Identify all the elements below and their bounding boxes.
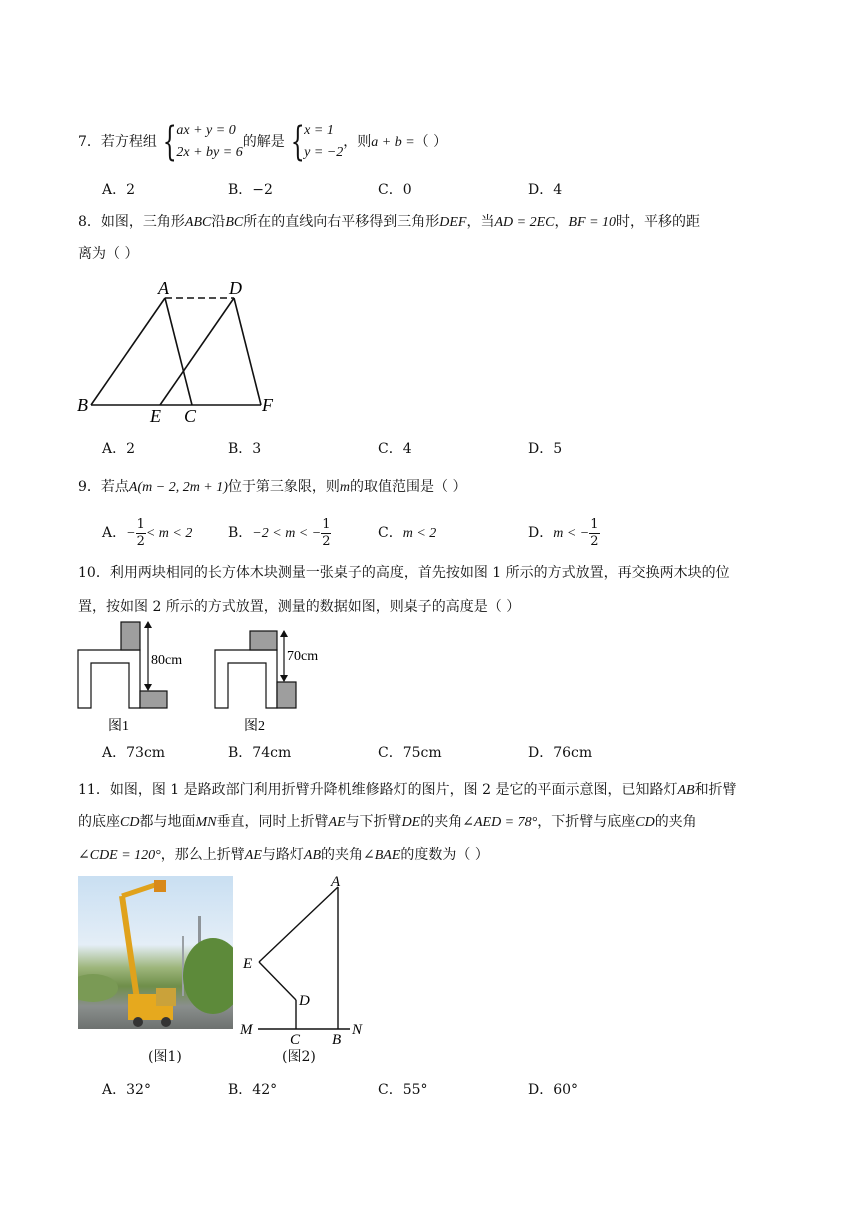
q7-brace-right: { xyxy=(290,119,305,165)
q11-ab: AB xyxy=(303,848,321,863)
option-label: D． xyxy=(528,441,554,457)
q11-ab: AB xyxy=(677,783,695,798)
q8-stem-line1 xyxy=(78,212,700,233)
q8-text: ， xyxy=(554,214,569,230)
q8-option-a[interactable] xyxy=(102,439,135,459)
option-label: D． xyxy=(528,525,554,541)
q8-option-b[interactable] xyxy=(228,439,261,459)
q11-stem-line2 xyxy=(78,812,697,833)
option-text: 42° xyxy=(252,1082,278,1098)
photo-lamp-pole xyxy=(182,936,184,996)
q10-fig1-block-top xyxy=(121,622,140,650)
q10-figure xyxy=(74,618,334,738)
q10-fig1-table xyxy=(78,650,140,708)
q8-label-b: B xyxy=(77,395,88,415)
q11-fig2-caption: (图2) xyxy=(282,1049,316,1065)
q11-ae: AE xyxy=(328,815,346,830)
fraction-denominator: 2 xyxy=(136,533,145,549)
option-text: 2 xyxy=(126,441,136,457)
q11-mn: MN xyxy=(195,815,217,830)
q10-stem-line1 xyxy=(78,563,730,583)
q7-paren: （ ） xyxy=(414,134,448,150)
option-text: 0 xyxy=(402,182,412,198)
photo-upper-arm xyxy=(122,884,158,896)
photo-lower-arm xyxy=(122,896,138,1006)
option-label: D． xyxy=(528,745,554,761)
q9-option-c[interactable] xyxy=(378,515,436,552)
q11-stem-line1 xyxy=(78,780,737,801)
option-label: B． xyxy=(228,182,253,198)
option-label: B． xyxy=(228,1082,253,1098)
q11-segment-ed xyxy=(259,962,296,1000)
q11-figure2 xyxy=(238,872,378,1052)
q8-number: 8． xyxy=(78,214,101,230)
option-text: 5 xyxy=(553,441,563,457)
q11-number: 11． xyxy=(78,782,110,798)
q11-option-c[interactable] xyxy=(378,1080,428,1100)
q11-cd: CD xyxy=(635,815,655,830)
option-text: 32° xyxy=(126,1082,151,1098)
option-label: C． xyxy=(378,441,403,457)
q8-text: 时，平移的距 xyxy=(616,214,701,230)
q8-option-c[interactable] xyxy=(378,439,412,459)
q11-text: 与路灯 xyxy=(261,847,304,863)
q7-suffix: ，则 xyxy=(343,134,372,150)
q11-option-b[interactable] xyxy=(228,1080,277,1100)
option-label: A． xyxy=(102,1082,127,1098)
option-text: 3 xyxy=(252,441,262,457)
q8-label-a: A xyxy=(158,278,169,298)
fraction xyxy=(589,517,599,550)
option-label: A． xyxy=(102,182,127,198)
q7-option-c[interactable] xyxy=(378,180,412,200)
option-text: −2 xyxy=(252,182,273,198)
q11-text: 垂直，同时上折臂 xyxy=(216,814,329,830)
q11-text: 都与地面 xyxy=(139,814,196,830)
q8-def: DEF xyxy=(439,215,467,230)
q7-solution xyxy=(304,120,343,164)
q10-stem-line2: 置，按如图 2 所示的方式放置，测量的数据如图，则桌子的高度是（ ） xyxy=(78,599,521,615)
q9-option-d[interactable] xyxy=(528,515,600,552)
q9-option-a[interactable] xyxy=(102,515,192,552)
option-label: A． xyxy=(102,745,127,761)
q11-text: 的底座 xyxy=(78,814,120,830)
q8-stem-line2: 离为（ ） xyxy=(78,246,139,262)
q10-fig2-arrow-up xyxy=(280,630,288,637)
option-label: B． xyxy=(228,441,253,457)
q11-label-a: A xyxy=(331,874,341,890)
option-text: 74cm xyxy=(252,745,292,761)
option-label: A． xyxy=(102,441,127,457)
option-label: D． xyxy=(528,1082,554,1098)
q8-figure xyxy=(74,278,284,428)
q11-ae: AE xyxy=(244,848,262,863)
q10-option-c[interactable] xyxy=(378,743,442,763)
q7-sol2: y = −2 xyxy=(304,145,344,160)
q8-cond2: BF = 10 xyxy=(568,215,617,230)
q11-text: 与下折臂 xyxy=(345,814,402,830)
q7-brace-left: { xyxy=(162,119,177,165)
q8-label-e: E xyxy=(150,406,161,426)
q11-fig1-caption: (图1) xyxy=(148,1049,182,1065)
q9-text: 的取值范围是（ ） xyxy=(350,479,467,495)
option-label: C． xyxy=(378,525,403,541)
q11-label-b: B xyxy=(332,1032,342,1048)
q9-text: 位于第三象限，则 xyxy=(227,479,340,495)
q8-segment-df xyxy=(234,298,261,405)
q9-number: 9． xyxy=(78,479,101,495)
q10-fig2-measure: 70cm xyxy=(287,649,319,664)
q11-angle-bae: ∠BAE xyxy=(363,848,401,863)
q7-sol1: x = 1 xyxy=(304,123,334,138)
q11-cd: CD xyxy=(120,815,140,830)
fraction-numerator: 1 xyxy=(136,516,145,532)
q9-text: 若点 xyxy=(100,479,129,495)
photo-wheel xyxy=(133,1017,143,1027)
q7-stem xyxy=(78,120,447,164)
option-text: 2 xyxy=(126,182,136,198)
option-label: C． xyxy=(378,1082,403,1098)
q11-label-d: D xyxy=(299,993,310,1009)
q11-option-a[interactable] xyxy=(102,1080,151,1100)
q8-bc: BC xyxy=(225,215,244,230)
q8-label-f: F xyxy=(262,395,273,415)
q10-option-a[interactable] xyxy=(102,743,165,763)
q11-text: 的度数为（ ） xyxy=(400,847,489,863)
q10-fig1 xyxy=(78,621,182,734)
option-label: C． xyxy=(378,745,403,761)
option-label: A． xyxy=(102,525,127,541)
photo-trees xyxy=(183,938,233,1014)
option-pre: − xyxy=(126,526,136,541)
fraction-numerator: 1 xyxy=(322,516,331,532)
q11-angle-cde: ∠CDE = 120° xyxy=(78,848,161,863)
q7-eq2: 2x + by = 6 xyxy=(176,145,243,160)
option-text: 55° xyxy=(402,1082,428,1098)
option-pre: m < − xyxy=(553,526,590,541)
q11-label-n: N xyxy=(352,1022,363,1038)
q8-segment-ba xyxy=(91,298,165,405)
q10-fig1-measure: 80cm xyxy=(151,653,183,668)
photo-basket xyxy=(154,880,166,892)
q10-fig2-table xyxy=(215,650,277,708)
q11-angle-aed: ∠AED = 78° xyxy=(462,815,538,830)
q8-text: 所在的直线向右平移得到三角形 xyxy=(243,214,440,230)
option-pre: −2 < m < − xyxy=(252,526,322,541)
option-label: B． xyxy=(228,745,253,761)
q8-option-d[interactable] xyxy=(528,439,562,459)
option-text: 60° xyxy=(553,1082,579,1098)
q11-photo-drawing xyxy=(78,876,233,1029)
q10-fig2-arrow-down xyxy=(280,675,288,682)
q7-mid: 的解是 xyxy=(242,134,285,150)
option-text: 75cm xyxy=(402,745,442,761)
q10-fig1-arrow-up xyxy=(144,621,152,628)
q9-m: m xyxy=(339,480,351,495)
option-post: < m < 2 xyxy=(145,526,193,541)
q11-photo-lift-truck xyxy=(78,876,233,1029)
q11-text: 和折臂 xyxy=(694,782,737,798)
q10-option-d[interactable] xyxy=(528,743,592,763)
q10-text: 利用两块相同的长方体木块测量一张桌子的高度，首先按如图 1 所示的方式放置，再交换两木块的位 xyxy=(109,565,730,581)
photo-truck-cab xyxy=(156,988,176,1006)
option-label: C． xyxy=(378,182,403,198)
q10-number: 10． xyxy=(78,565,110,581)
q7-option-b[interactable] xyxy=(228,180,273,200)
q11-text: 的夹角 xyxy=(321,847,363,863)
option-text: 4 xyxy=(402,441,412,457)
q8-cond1: AD = 2EC xyxy=(494,215,555,230)
photo-bushes xyxy=(78,974,118,1002)
q11-label-e: E xyxy=(243,956,253,972)
q11-label-c: C xyxy=(290,1032,301,1048)
q11-option-d[interactable] xyxy=(528,1080,578,1100)
q8-label-d: D xyxy=(229,278,242,298)
q11-segment-ae xyxy=(259,887,338,962)
q8-text: 如图，三角形 xyxy=(100,214,185,230)
fraction xyxy=(321,517,331,550)
q8-segment-ac xyxy=(165,298,192,405)
q10-fig2 xyxy=(215,630,318,734)
q11-text: ，下折臂与底座 xyxy=(537,814,636,830)
q7-ask: a + b = xyxy=(371,135,415,150)
q10-fig2-block-top xyxy=(250,631,277,650)
q11-text: ，那么上折臂 xyxy=(160,847,245,863)
fraction-denominator: 2 xyxy=(590,533,599,549)
q9-stem xyxy=(78,477,467,498)
q7-option-a[interactable] xyxy=(102,180,135,200)
option-text: m < 2 xyxy=(402,526,437,541)
q7-number: 7． xyxy=(78,134,101,150)
q11-label-m: M xyxy=(240,1022,253,1038)
fraction-numerator: 1 xyxy=(590,516,599,532)
q11-text: 的夹角 xyxy=(654,814,697,830)
q11-text: 如图，图 1 是路政部门利用折臂升降机维修路灯的图片，图 2 是它的平面示意图，已知路灯 xyxy=(109,782,678,798)
q8-abc: ABC xyxy=(184,215,212,230)
photo-wheel xyxy=(161,1017,171,1027)
q8-label-c: C xyxy=(184,406,197,426)
q8-text: 沿 xyxy=(211,214,226,230)
q9-option-b[interactable] xyxy=(228,515,331,552)
q10-fig1-arrow-down xyxy=(144,684,152,691)
q10-fig1-block-floor xyxy=(140,691,167,708)
q11-stem-line3 xyxy=(78,845,489,866)
q10-option-b[interactable] xyxy=(228,743,291,763)
q10-fig2-block-floor xyxy=(277,682,296,708)
q7-eq1: ax + y = 0 xyxy=(176,123,236,138)
option-text: 73cm xyxy=(126,745,166,761)
q9-point: A(m − 2, 2m + 1) xyxy=(128,480,228,495)
option-text: 4 xyxy=(553,182,563,198)
q8-text: ，当 xyxy=(466,214,495,230)
option-text: 76cm xyxy=(553,745,593,761)
q7-prefix: 若方程组 xyxy=(100,134,157,150)
q7-option-d[interactable] xyxy=(528,180,562,200)
fraction-denominator: 2 xyxy=(322,533,331,549)
q11-de: DE xyxy=(401,815,421,830)
q10-fig2-caption: 图2 xyxy=(244,719,265,734)
fraction xyxy=(136,517,146,550)
q7-system xyxy=(176,120,242,164)
q8-segment-ed xyxy=(160,298,234,405)
q11-text: 的夹角 xyxy=(420,814,463,830)
option-label: B． xyxy=(228,525,253,541)
option-label: D． xyxy=(528,182,554,198)
q10-fig1-caption: 图1 xyxy=(108,719,129,734)
